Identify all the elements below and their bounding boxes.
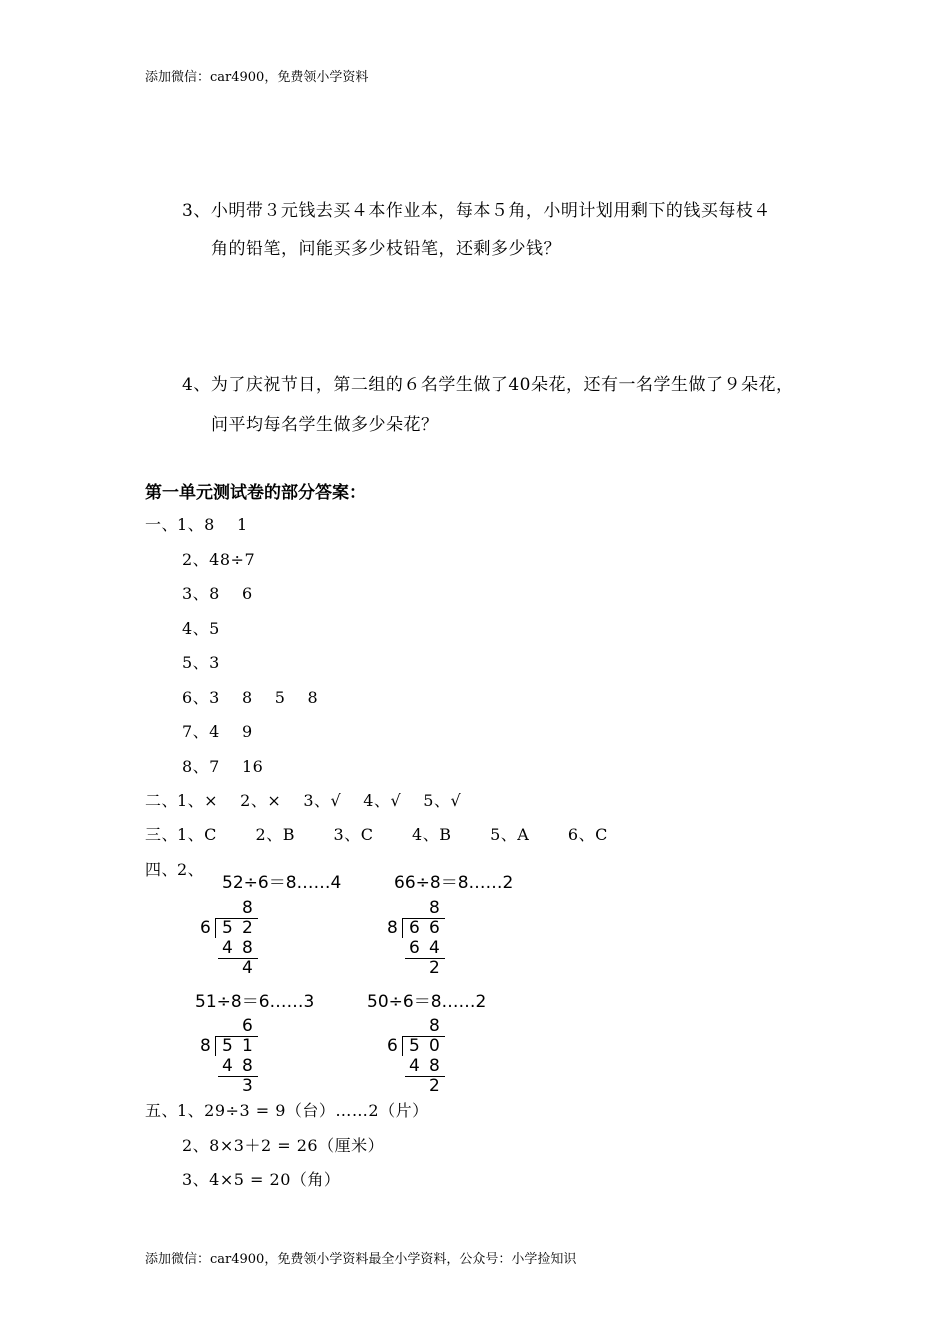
dividend-digit: 6 (429, 918, 440, 938)
product-digit: 4 (222, 1056, 233, 1076)
section3-label: 三、 (145, 825, 179, 844)
product-digit: 8 (242, 1056, 253, 1076)
remainder: 3 (242, 1076, 253, 1096)
section4-item: 2、 (177, 860, 205, 879)
section5-label: 五、 (145, 1101, 179, 1120)
product-digit: 4 (222, 938, 233, 958)
page-footer: 添加微信：car4900，免费领小学资料最全小学资料，公众号：小学捡知识 (145, 1252, 577, 1267)
section1-item-6: 6、3 8 5 8 (182, 688, 319, 707)
quotient: 8 (429, 1016, 440, 1036)
division-2-equation: 66÷8＝8……2 (394, 873, 514, 893)
section4-label: 四、 (145, 860, 179, 879)
division-3-equation: 51÷8＝6……3 (195, 992, 315, 1012)
section1-item-3: 3、8 6 (182, 584, 253, 603)
division-4-equation: 50÷6＝8……2 (367, 992, 487, 1012)
section5-item-2: 2、8×3＋2 = 26（厘米） (182, 1136, 385, 1155)
question-3-line1: 3、小明带３元钱去买４本作业本，每本５角，小明计划用剩下的钱买每枝４ (182, 201, 771, 221)
section1-item-2: 2、48÷7 (182, 550, 256, 569)
section2-label: 二、 (145, 791, 179, 810)
section1-label: 一、 (145, 515, 179, 534)
dividend-digit: 5 (409, 1036, 420, 1056)
quotient: 8 (429, 898, 440, 918)
dividend-digit: 5 (222, 918, 233, 938)
product-digit: 4 (429, 938, 440, 958)
remainder: 4 (242, 958, 253, 978)
product-digit: 8 (242, 938, 253, 958)
remainder: 2 (429, 958, 440, 978)
section1-item-7: 7、4 9 (182, 722, 253, 741)
answers-title: 第一单元测试卷的部分答案： (145, 483, 366, 503)
page-header: 添加微信：car4900，免费领小学资料 (145, 70, 369, 85)
divisor: 8 (387, 918, 398, 938)
section1-item-5: 5、3 (182, 653, 220, 672)
question-4-line1: 4、为了庆祝节日，第二组的６名学生做了40朵花，还有一名学生做了９朵花， (182, 375, 794, 395)
divisor: 6 (387, 1036, 398, 1056)
product-digit: 8 (429, 1056, 440, 1076)
section2-text: 1、× 2、× 3、√ 4、√ 5、√ (177, 791, 462, 810)
section1-item-4: 4、5 (182, 619, 220, 638)
quotient: 8 (242, 898, 253, 918)
question-4-line2: 问平均每名学生做多少朵花？ (211, 415, 439, 435)
dividend-digit: 6 (409, 918, 420, 938)
question-3-line2: 角的铅笔，问能买多少枝铅笔，还剩多少钱？ (211, 239, 561, 259)
product-digit: 6 (409, 938, 420, 958)
dividend-digit: 5 (222, 1036, 233, 1056)
divisor: 8 (200, 1036, 211, 1056)
dividend-digit: 0 (429, 1036, 440, 1056)
section1-item-1: 1、8 1 (177, 515, 248, 534)
section5-item-3: 3、4×5 = 20（角） (182, 1170, 341, 1189)
quotient: 6 (242, 1016, 253, 1036)
section1-item-8: 8、7 16 (182, 757, 264, 776)
division-1-equation: 52÷6＝8……4 (222, 873, 342, 893)
divisor: 6 (200, 918, 211, 938)
remainder: 2 (429, 1076, 440, 1096)
section5-item-1: 1、29÷3 = 9（台）……2（片） (177, 1101, 429, 1120)
dividend-digit: 2 (242, 918, 253, 938)
section3-text: 1、C 2、B 3、C 4、B 5、A 6、C (177, 825, 608, 844)
product-digit: 4 (409, 1056, 420, 1076)
dividend-digit: 1 (242, 1036, 253, 1056)
